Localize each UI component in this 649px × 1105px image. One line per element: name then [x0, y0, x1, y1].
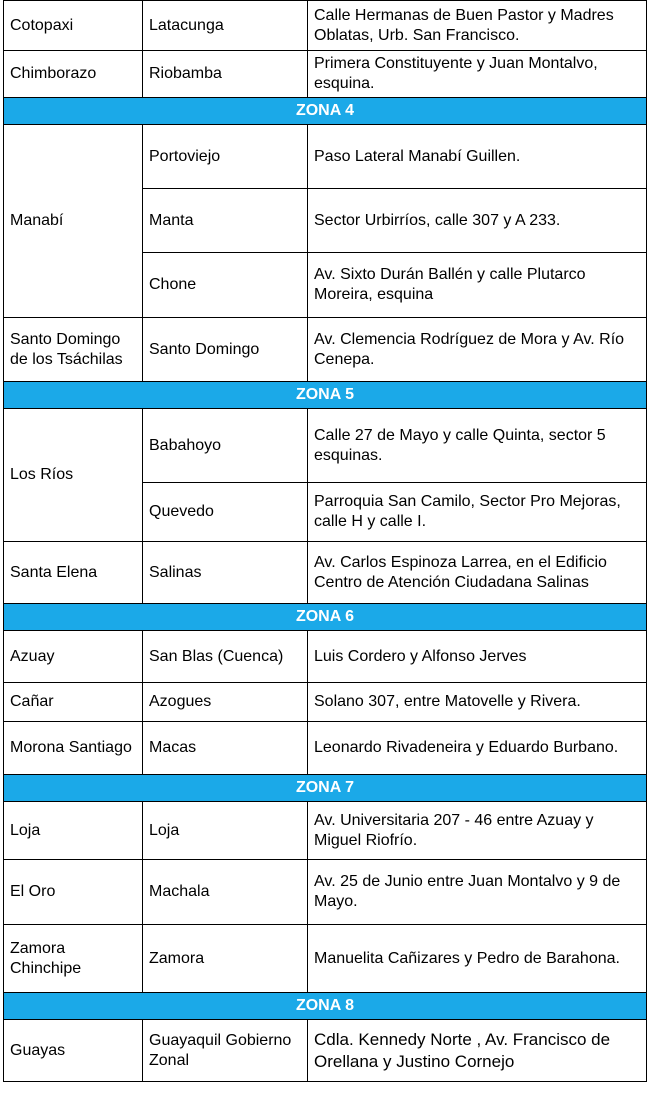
province-cell: Chimborazo: [4, 51, 143, 98]
address-cell: Calle 27 de Mayo y calle Quinta, sector 5 esquinas.: [308, 409, 647, 483]
zone-title: ZONA 7: [4, 775, 647, 802]
address-cell: Av. Universitaria 207 - 46 entre Azuay y Miguel Riofrío.: [308, 802, 647, 860]
table-row: [4, 125, 647, 189]
canton-cell: Babahoyo: [143, 409, 308, 483]
address-cell: Parroquia San Camilo, Sector Pro Mejoras, calle H y calle I.: [308, 483, 647, 542]
province-cell: Azuay: [4, 631, 143, 683]
canton-cell: Quevedo: [143, 483, 308, 542]
zone-title: ZONA 5: [4, 382, 647, 409]
zone-header: [4, 98, 647, 125]
canton-cell: Manta: [143, 189, 308, 253]
table-row: [4, 802, 647, 860]
address-cell: Primera Constituyente y Juan Montalvo, esquina.: [308, 51, 647, 98]
canton-cell: Portoviejo: [143, 125, 308, 189]
table-row: [4, 1, 647, 51]
canton-cell: Latacunga: [143, 1, 308, 51]
canton-cell: Azogues: [143, 683, 308, 722]
address-cell: Cdla. Kennedy Norte , Av. Francisco de Orellana y Justino Cornejo: [308, 1020, 647, 1082]
canton-cell: Riobamba: [143, 51, 308, 98]
zone-header: [4, 775, 647, 802]
province-cell: Guayas: [4, 1020, 143, 1082]
table-row: [4, 542, 647, 604]
canton-cell: Salinas: [143, 542, 308, 604]
table-row: [4, 925, 647, 993]
address-cell: Av. Carlos Espinoza Larrea, en el Edificio Centro de Atención Ciudadana Salinas: [308, 542, 647, 604]
province-cell: Santa Elena: [4, 542, 143, 604]
canton-cell: Machala: [143, 860, 308, 925]
province-cell: Cotopaxi: [4, 1, 143, 51]
address-cell: Paso Lateral Manabí Guillen.: [308, 125, 647, 189]
zone-header: [4, 382, 647, 409]
province-cell: Cañar: [4, 683, 143, 722]
province-cell: Loja: [4, 802, 143, 860]
table-row: [4, 409, 647, 483]
canton-cell: Chone: [143, 253, 308, 318]
table-row: [4, 1020, 647, 1082]
province-cell: Santo Domingo de los Tsáchilas: [4, 318, 143, 382]
address-cell: Luis Cordero y Alfonso Jerves: [308, 631, 647, 683]
canton-cell: Guayaquil Gobierno Zonal: [143, 1020, 308, 1082]
canton-cell: San Blas (Cuenca): [143, 631, 308, 683]
zone-title: ZONA 8: [4, 993, 647, 1020]
table-row: [4, 683, 647, 722]
canton-cell: Loja: [143, 802, 308, 860]
table-row: [4, 318, 647, 382]
zone-header: [4, 604, 647, 631]
zone-title: ZONA 6: [4, 604, 647, 631]
province-cell: Zamora Chinchipe: [4, 925, 143, 993]
province-cell: Manabí: [4, 125, 143, 318]
address-cell: Av. Sixto Durán Ballén y calle Plutarco Moreira, esquina: [308, 253, 647, 318]
canton-cell: Zamora: [143, 925, 308, 993]
address-cell: Calle Hermanas de Buen Pastor y Madres Oblatas, Urb. San Francisco.: [308, 1, 647, 51]
province-cell: El Oro: [4, 860, 143, 925]
offices-table: [3, 0, 647, 1082]
zone-header: [4, 993, 647, 1020]
table-row: [4, 51, 647, 98]
table-row: [4, 631, 647, 683]
canton-cell: Santo Domingo: [143, 318, 308, 382]
address-cell: Av. Clemencia Rodríguez de Mora y Av. Río Cenepa.: [308, 318, 647, 382]
canton-cell: Macas: [143, 722, 308, 775]
address-cell: Solano 307, entre Matovelle y Rivera.: [308, 683, 647, 722]
table-row: [4, 860, 647, 925]
province-cell: Los Ríos: [4, 409, 143, 542]
address-cell: Manuelita Cañizares y Pedro de Barahona.: [308, 925, 647, 993]
zone-title: ZONA 4: [4, 98, 647, 125]
table-row: [4, 722, 647, 775]
address-cell: Leonardo Rivadeneira y Eduardo Burbano.: [308, 722, 647, 775]
address-cell: Sector Urbirríos, calle 307 y A 233.: [308, 189, 647, 253]
province-cell: Morona Santiago: [4, 722, 143, 775]
address-cell: Av. 25 de Junio entre Juan Montalvo y 9 de Mayo.: [308, 860, 647, 925]
